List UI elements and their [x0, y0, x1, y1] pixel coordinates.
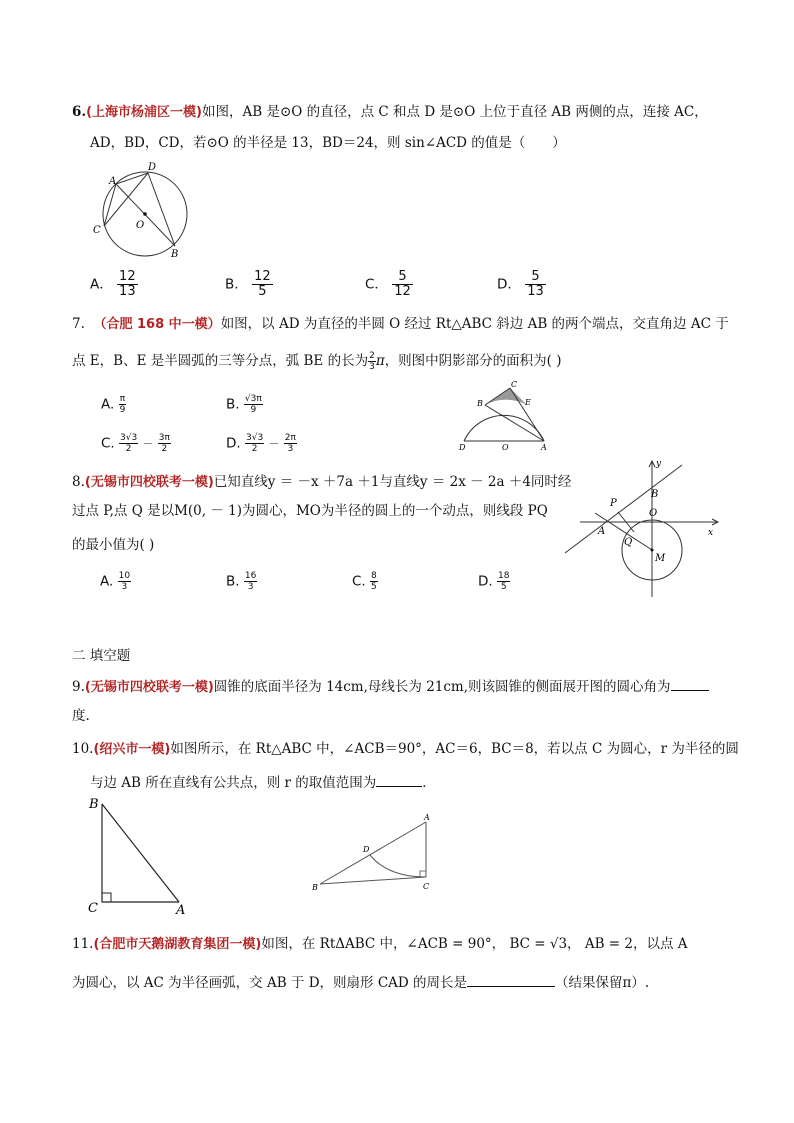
q6-circle-figure — [86, 158, 198, 266]
q9-answer-blank[interactable] — [671, 676, 709, 691]
q10-fig2-label-d: D — [363, 845, 370, 854]
q6-option-d: D． $\frac{5}{13}$ — [497, 269, 544, 299]
q7-option-d: D. $\frac{3√3}{2}$ － $\frac{2\pi}{3}$ — [226, 433, 296, 454]
q6-option-b: B． $\frac{12}{5}$ — [225, 269, 271, 299]
q6-option-c: C． $\frac{5}{12}$ — [365, 269, 411, 299]
q6-label-c: C — [93, 225, 101, 236]
q8-line1 — [72, 473, 571, 492]
q7-option-a: A. $\frac{\pi}{9}$ — [101, 394, 126, 415]
section-title: 二 填空题 — [72, 648, 131, 664]
q7-option-b: B. $\frac{√3\pi}{9}$ — [226, 394, 262, 415]
q10-fig2-label-a: A — [424, 813, 430, 822]
q11-line2: 为圆心，以 AC 为半径画弧，交 AB 于 D，则扇形 CAD 的周长是 （结果保留π）. — [72, 972, 649, 992]
q10-fig1-label-c: C — [88, 901, 98, 916]
q7-number: 7. — [72, 316, 85, 332]
q9-line1 — [72, 676, 709, 697]
q10-source: (绍兴市一模) — [93, 742, 171, 757]
q6-text1: 如图，AB 是⊙O 的直径，点 C 和点 D 是⊙O 上位于直径 AB 两侧的点，连接 AC， — [201, 104, 708, 120]
q7-label-c: C — [511, 380, 518, 389]
q10-arc-figure — [308, 810, 438, 895]
q8-label-p: P — [610, 498, 617, 509]
q8-line2: 过点 P,点 Q 是以M(0, － 1)为圆心，MO为半径的圆上的一个动点，则线段 PQ — [72, 503, 548, 519]
q8-line3: 的最小值为( ) — [72, 537, 155, 553]
q11-answer-blank[interactable] — [467, 972, 555, 987]
q8-number: 8. — [72, 474, 85, 490]
q10-text1: 如图所示，在 Rt△ABC 中，∠ACB＝90°，AC＝6，BC＝8，若以点 C 为圆心，r 为半径的圆 — [170, 741, 739, 757]
q8-option-a: A. $\frac{10}{3}$ — [100, 571, 131, 592]
q8-label-m: M — [655, 553, 666, 564]
q7-label-b: B — [477, 399, 483, 408]
q8-label-b: B — [651, 489, 659, 500]
q6-label-b: B — [171, 249, 179, 260]
q8-text1: 已知直线y ＝ －x ＋7a ＋1与直线y ＝ 2x － 2a ＋4同时经 — [213, 474, 572, 490]
q8-option-b: B. $\frac{16}{3}$ — [226, 571, 257, 592]
q11-line1 — [72, 935, 688, 954]
q10-number: 10. — [72, 741, 94, 757]
q6-label-o: O — [136, 220, 145, 231]
q7-line1 — [72, 315, 729, 334]
q11-source: (合肥市天鹅湖教育集团一模) — [93, 937, 262, 952]
q8-option-d: D. $\frac{18}{5}$ — [478, 571, 510, 592]
q10-fig2-label-c: C — [423, 882, 430, 891]
q6-line1 — [72, 103, 708, 122]
q8-coordinate-figure — [560, 455, 725, 600]
q8-label-x: x — [708, 528, 714, 538]
q7-line2: 点 E，B、E 是半圆弧的三等分点，弧 BE 的长为 $\frac{2}{3}$ π，则图中阴影部分的面积为( ) — [72, 351, 562, 372]
q10-line1 — [72, 740, 739, 759]
q11-text1: 如图，在 RtΔABC 中，∠ACB = 90°， BC = √3， AB = 2，以点 A — [261, 936, 688, 952]
q7-label-e: E — [525, 398, 531, 407]
q6-label-d: D — [148, 162, 157, 173]
q6-option-a: A． $\frac{12}{13}$ — [90, 269, 136, 299]
q8-label-o: O — [649, 508, 658, 519]
q10-fig1-label-b: B — [89, 797, 99, 812]
q7-label-o: O — [502, 443, 509, 452]
q8-label-y: y — [656, 459, 662, 469]
q7-semicircle-figure — [455, 378, 555, 453]
q9-source: (无锡市四校联考一模) — [84, 680, 214, 695]
q10-fig1-label-a: A — [176, 903, 186, 918]
q8-label-q: Q — [624, 537, 633, 548]
q8-source: (无锡市四校联考一模) — [84, 475, 214, 490]
q6-source: (上海市杨浦区一模) — [86, 105, 202, 120]
q10-triangle-figure — [84, 792, 194, 918]
q9-number: 9. — [72, 679, 85, 695]
q10-line2: 与边 AB 所在直线有公共点，则 r 的取值范围为 ． — [90, 772, 436, 792]
q6-number: 6. — [72, 104, 87, 120]
q7-label-d: D — [459, 443, 466, 452]
q8-label-a: A — [598, 526, 606, 537]
q7-label-a: A — [541, 443, 547, 452]
q9-line2: 度. — [72, 708, 90, 724]
q10-fig2-label-b: B — [312, 883, 318, 892]
q8-option-c: C. $\frac{8}{5}$ — [352, 571, 377, 592]
q7-option-c: C. $\frac{3√3}{2}$ － $\frac{3\pi}{2}$ — [101, 433, 170, 454]
q11-number: 11. — [72, 936, 94, 952]
q6-line2: AD，BD，CD，若⊙O 的半径是 13，BD＝24，则 sin∠ACD 的值是（ ） — [90, 135, 566, 151]
q10-answer-blank[interactable] — [376, 772, 422, 787]
q7-text1: 如图，以 AD 为直径的半圆 O 经过 Rt△ABC 斜边 AB 的两个端点，交直角边 AC 于 — [220, 316, 729, 332]
q7-source: （合肥 168 中一模） — [93, 317, 221, 332]
q9-text1: 圆锥的底面半径为 14cm,母线长为 21cm,则该圆锥的侧面展开图的圆心角为 — [213, 679, 671, 695]
q6-label-a: A — [109, 176, 117, 187]
